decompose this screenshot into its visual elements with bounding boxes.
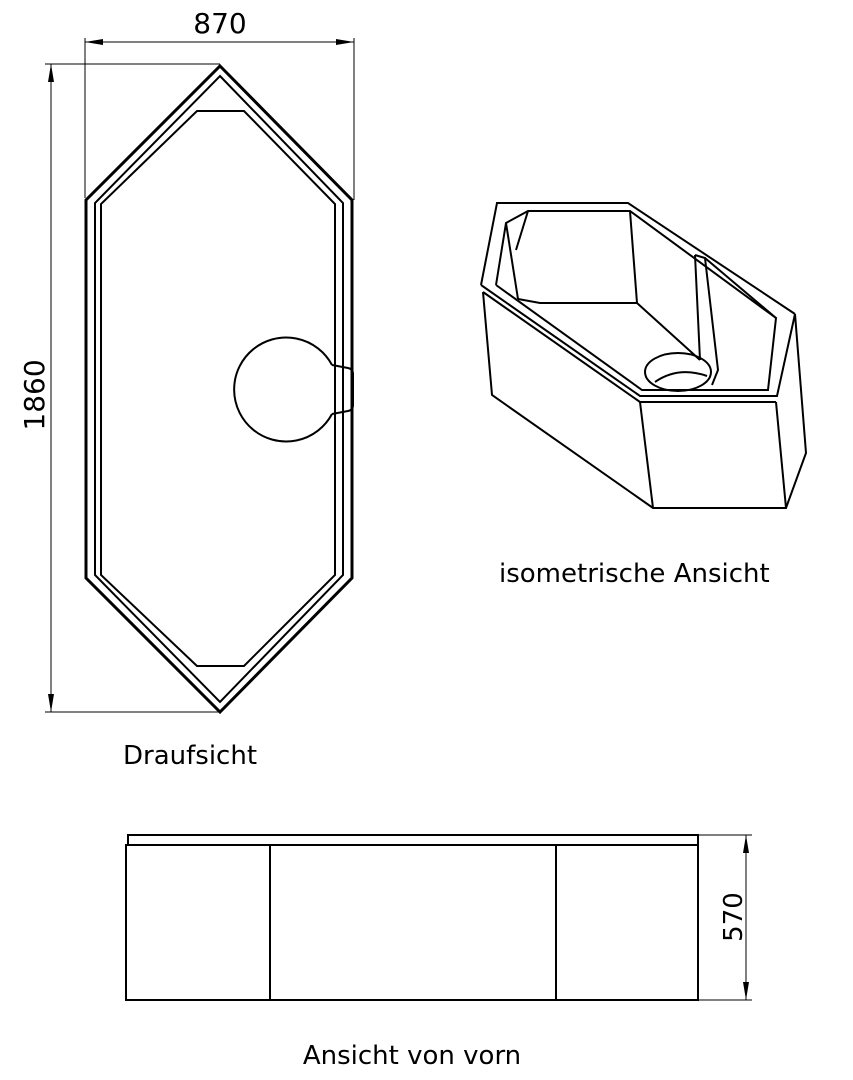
tub-basin [101, 111, 335, 666]
width-dimension [85, 38, 354, 200]
isometric-view-label: isometrische Ansicht [499, 559, 770, 589]
height-dimension-label: 570 [719, 892, 749, 942]
isometric-view [481, 203, 806, 589]
front-rim [128, 835, 698, 845]
length-dimension [45, 64, 220, 712]
top-view [18, 7, 354, 771]
tub-outer-rim [86, 66, 352, 712]
length-dimension-label: 1860 [18, 359, 51, 431]
front-view-label: Ansicht von vorn [302, 1041, 522, 1071]
top-view-label: Draufsicht [123, 741, 258, 771]
front-body [126, 845, 698, 1000]
front-view [126, 835, 752, 1071]
tub-rim-inner-edge [95, 76, 343, 702]
width-dimension-label: 870 [193, 7, 247, 40]
